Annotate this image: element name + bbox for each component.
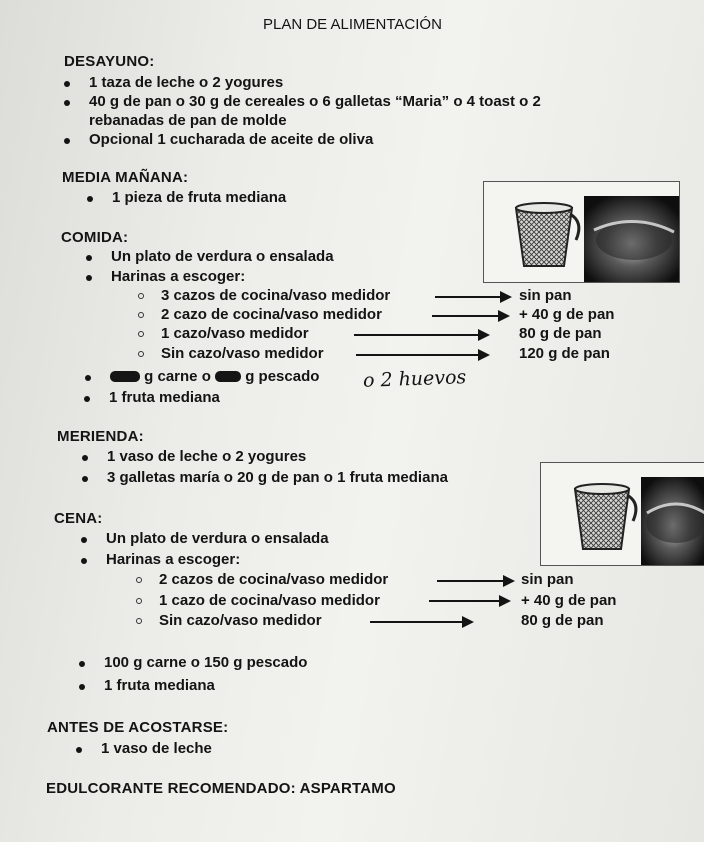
sub-item: Sin cazo/vaso medidor bbox=[161, 345, 324, 362]
arrow-icon bbox=[354, 334, 488, 336]
protein-text-b: g pescado bbox=[245, 368, 320, 385]
sweetener-note: EDULCORANTE RECOMENDADO: ASPARTAMO bbox=[46, 780, 396, 797]
antes-heading: ANTES DE ACOSTARSE: bbox=[47, 719, 229, 736]
measuring-cup-icon bbox=[541, 463, 704, 565]
list-item: 100 g carne o 150 g pescado bbox=[104, 654, 308, 671]
protein-item bbox=[110, 368, 319, 385]
list-item: 1 fruta mediana bbox=[109, 389, 220, 406]
option-result: 80 g de pan bbox=[519, 325, 602, 342]
arrow-icon bbox=[370, 621, 472, 623]
arrow-icon bbox=[429, 600, 509, 602]
sub-item: 2 cazo de cocina/vaso medidor bbox=[161, 306, 382, 323]
list-item: 1 vaso de leche o 2 yogures bbox=[107, 448, 307, 465]
measuring-cup-icon bbox=[484, 182, 679, 282]
option-result: 80 g de pan bbox=[521, 612, 604, 629]
option-result: sin pan bbox=[519, 287, 572, 304]
measuring-cup-photo bbox=[540, 462, 704, 566]
list-item: 3 galletas maría o 20 g de pan o 1 fruta mediana bbox=[107, 469, 448, 486]
list-item: 1 taza de leche o 2 yogures bbox=[89, 74, 284, 91]
sub-item: 1 cazo de cocina/vaso medidor bbox=[159, 592, 380, 609]
measuring-cup-photo bbox=[483, 181, 680, 283]
list-item: 1 vaso de leche bbox=[101, 740, 212, 757]
page-title: PLAN DE ALIMENTACIÓN bbox=[263, 16, 442, 33]
protein-text-a: g carne o bbox=[144, 368, 211, 385]
list-item: 1 fruta mediana bbox=[104, 677, 215, 694]
sub-item: 2 cazos de cocina/vaso medidor bbox=[159, 571, 389, 588]
list-item-continuation: rebanadas de pan de molde bbox=[89, 112, 287, 129]
option-result: + 40 g de pan bbox=[521, 592, 617, 609]
list-item: Harinas a escoger: bbox=[106, 551, 241, 568]
list-item: 1 pieza de fruta mediana bbox=[112, 189, 287, 206]
comida-heading: COMIDA: bbox=[61, 229, 129, 246]
list-item: Un plato de verdura o ensalada bbox=[106, 530, 329, 547]
list-item: Harinas a escoger: bbox=[111, 268, 246, 285]
cena-heading: CENA: bbox=[54, 510, 103, 527]
media-manana-heading: MEDIA MAÑANA: bbox=[62, 169, 189, 186]
option-result: + 40 g de pan bbox=[519, 306, 615, 323]
desayuno-heading: DESAYUNO: bbox=[64, 53, 155, 70]
merienda-heading: MERIENDA: bbox=[57, 428, 144, 445]
arrow-icon bbox=[437, 580, 513, 582]
scribble-mark bbox=[215, 371, 241, 382]
list-item: Un plato de verdura o ensalada bbox=[111, 248, 334, 265]
arrow-icon bbox=[435, 296, 510, 298]
list-item: Opcional 1 cucharada de aceite de oliva bbox=[89, 131, 374, 148]
arrow-icon bbox=[432, 315, 508, 317]
scribble-mark bbox=[110, 371, 140, 382]
option-result: sin pan bbox=[521, 571, 574, 588]
arrow-icon bbox=[356, 354, 488, 356]
sub-item: 3 cazos de cocina/vaso medidor bbox=[161, 287, 391, 304]
sub-item: Sin cazo/vaso medidor bbox=[159, 612, 322, 629]
sub-item: 1 cazo/vaso medidor bbox=[161, 325, 309, 342]
list-item: 40 g de pan o 30 g de cereales o 6 galletas “Maria” o 4 toast o 2 bbox=[89, 93, 541, 110]
option-result: 120 g de pan bbox=[519, 345, 610, 362]
handwritten-note: o 2 huevos bbox=[362, 366, 467, 392]
